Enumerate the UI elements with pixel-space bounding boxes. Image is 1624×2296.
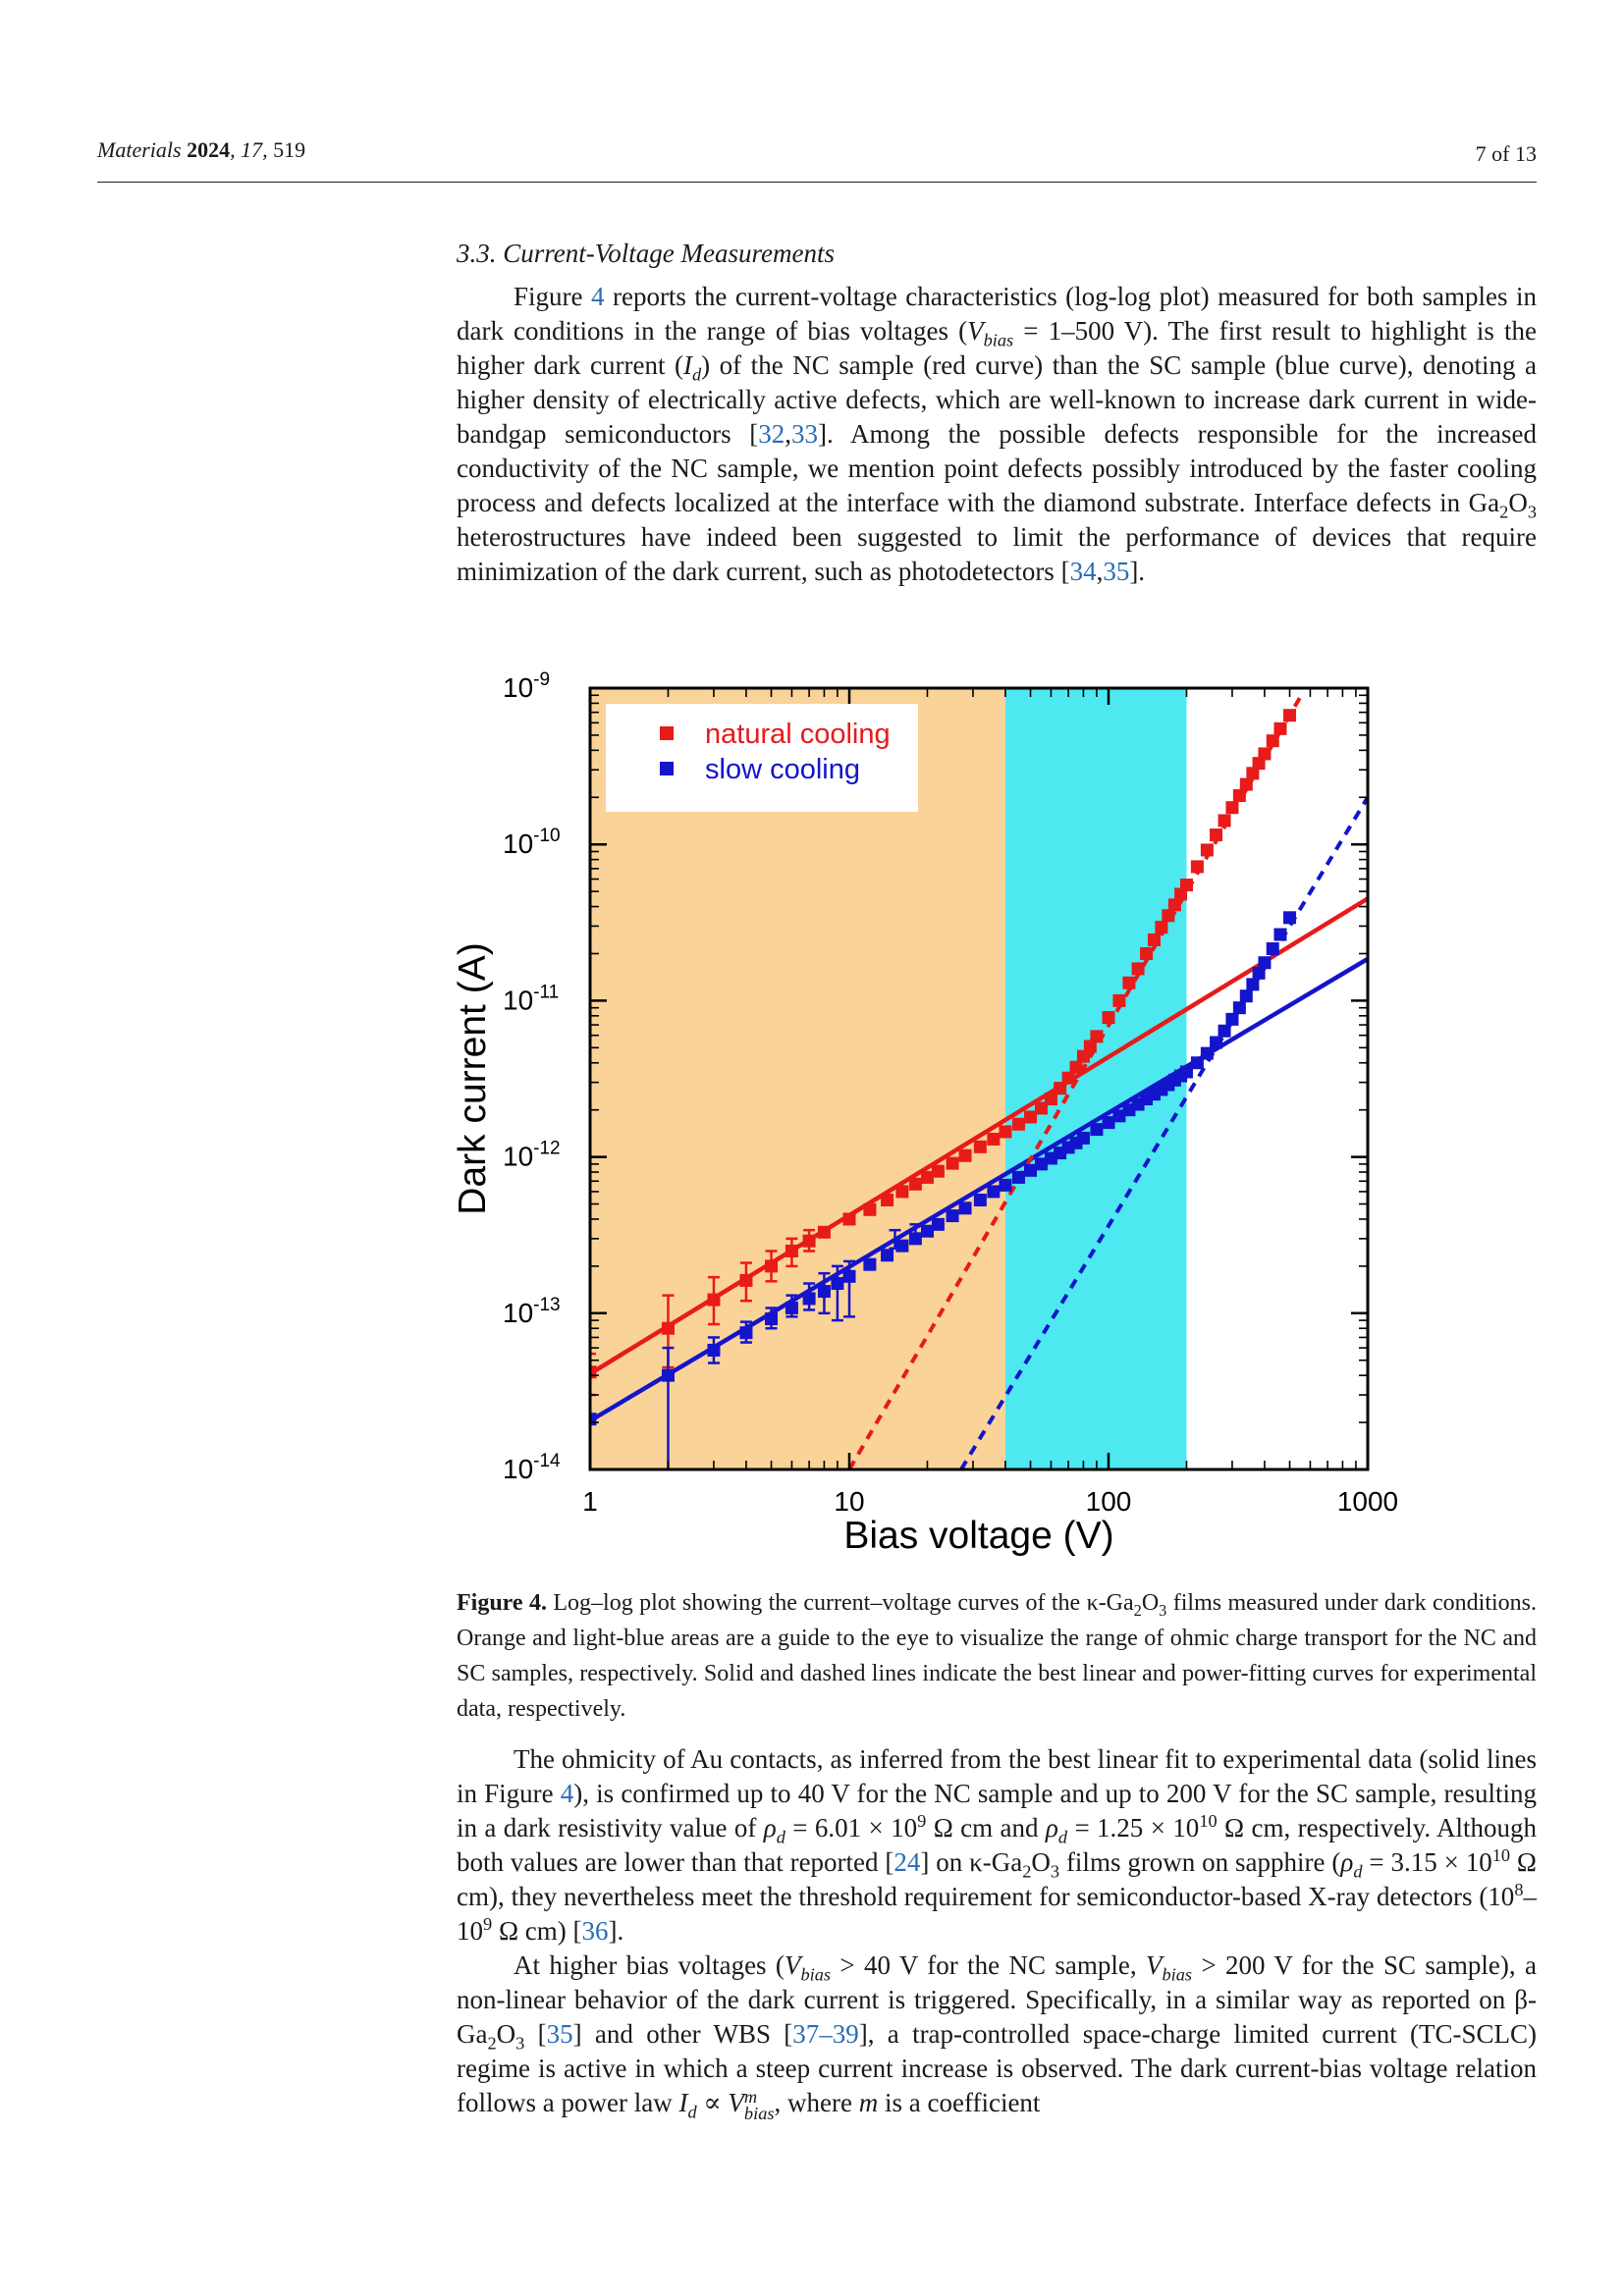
legend bbox=[606, 704, 918, 812]
natural-cooling-point bbox=[1103, 1011, 1115, 1024]
legend-label-slow-cooling: slow cooling bbox=[705, 754, 860, 785]
figure-caption: Figure 4. Log–log plot showing the current–voltage curves of the $\kappa-Ga_2O_3$ films measured under dark conditions. Orange and light-blue areas are a guide to the eye to visualize the range of ohmic charge transport for the NC and SC samples, respectively. Solid and dashed lines indicate the best linear and power-fitting curves for experimental data, respectively. bbox=[457, 1590, 1537, 1722]
natural-cooling-point bbox=[1210, 828, 1222, 841]
slow-cooling-point bbox=[843, 1270, 856, 1283]
natural-cooling-point bbox=[1148, 934, 1161, 946]
slow-cooling-point bbox=[1246, 978, 1259, 990]
y-tick-label: $10^{-11}$ bbox=[503, 982, 560, 1016]
y-tick-label: $10^{-10}$ bbox=[503, 826, 561, 860]
slow-cooling-point bbox=[1273, 929, 1286, 941]
y-tick-label: $10^{-12}$ bbox=[503, 1138, 561, 1172]
slow-cooling-point bbox=[959, 1201, 972, 1214]
citation-link[interactable]: 35 bbox=[1103, 557, 1130, 586]
x-tick-label: 100 bbox=[1085, 1486, 1132, 1517]
journal-citation: Materials 2024, 17, 519 bbox=[97, 137, 306, 162]
slow-cooling-point bbox=[909, 1232, 922, 1245]
legend-label-natural-cooling: natural cooling bbox=[705, 719, 891, 750]
x-tick-label: 10 bbox=[834, 1486, 865, 1517]
natural-cooling-point bbox=[999, 1125, 1011, 1138]
natural-cooling-point bbox=[932, 1165, 945, 1178]
natural-cooling-point bbox=[739, 1274, 752, 1287]
slow-cooling-point bbox=[662, 1369, 675, 1382]
section-title: 3.3. Current-Voltage Measurements bbox=[457, 239, 835, 268]
natural-cooling-point bbox=[707, 1294, 720, 1307]
slow-cooling-point bbox=[987, 1185, 1000, 1198]
dark-current-chart bbox=[452, 667, 1434, 1580]
paragraph-1: Figure 4 reports the current-voltage characteristics (log-log plot) measured for both samples in dark conditions in the range of bias voltages ($V_{bias} = 1-500$ V). The first result to highlight is the higher dark current $(I_d)$ of the NC sample (red curve) than the SC sample (blue curve), denoting a higher density of electrically active defects, which are well-known to increase dark current in wide-bandgap semiconductors [32,33]. Among the possible defects responsible for the increased conductivity of the NC sample, we mention point defects possibly introduced by the faster cooling process and defects localized at the interface with the diamond substrate. Interface defects in $Ga_2O_3$ heterostructures have indeed been suggested to limit the performance of devices that require minimization of the dark current, such as photodetectors [34,35]. bbox=[457, 282, 1538, 586]
slow-cooling-point bbox=[1267, 942, 1279, 955]
slow-cooling-point bbox=[895, 1240, 908, 1253]
natural-cooling-point bbox=[1267, 734, 1279, 747]
slow-cooling-point bbox=[1077, 1132, 1090, 1145]
citation-link[interactable]: 24 bbox=[893, 1847, 921, 1877]
figure-4 bbox=[452, 667, 1434, 1580]
slow-cooling-point bbox=[881, 1249, 893, 1261]
slow-cooling-point bbox=[765, 1312, 778, 1325]
slow-cooling-point bbox=[1090, 1123, 1103, 1136]
slow-cooling-point bbox=[1210, 1037, 1222, 1049]
natural-cooling-point bbox=[974, 1141, 987, 1153]
legend-marker-natural-cooling bbox=[660, 726, 674, 740]
natural-cooling-point bbox=[1112, 994, 1125, 1007]
citation-link[interactable]: 36 bbox=[581, 1916, 609, 1946]
natural-cooling-point bbox=[1225, 801, 1238, 814]
figure-ref-link[interactable]: 4 bbox=[590, 282, 605, 311]
natural-cooling-point bbox=[843, 1212, 856, 1225]
natural-cooling-point bbox=[863, 1203, 876, 1216]
y-tick-label: $10^{-14}$ bbox=[503, 1451, 561, 1484]
slow-cooling-point bbox=[999, 1179, 1011, 1192]
natural-cooling-point bbox=[1090, 1030, 1103, 1042]
slow-cooling-point bbox=[1218, 1025, 1231, 1038]
paragraph-2: The ohmicity of Au contacts, as inferred from the best linear fit to experimental data (solid lines in Figure 4), is confirmed up to 40 V for the NC sample and up to 200 V for the SC sample, resulting in a dark resistivity value of $\rho_d = 6.01 \times 10^9$ Ω cm and $\rho_d = 1.25 \times 10^{10}$ Ω cm, respectively. Although both values are lower than that reported [24] on $\kappa-Ga_2O_3$ films grown on sapphire ($\rho_d = 3.15 \times 10^{10}$ Ω cm), they nevertheless meet the threshold requirement for semiconductor-based X-ray detectors ($10^8-10^9$ Ω cm) [36]. bbox=[457, 1744, 1537, 1946]
slow-cooling-point bbox=[803, 1292, 816, 1305]
natural-cooling-point bbox=[1218, 814, 1231, 827]
natural-cooling-point bbox=[1012, 1118, 1025, 1131]
natural-cooling-point bbox=[1201, 843, 1214, 856]
slow-cooling-point bbox=[1240, 989, 1253, 1002]
citation-link[interactable]: 33 bbox=[791, 419, 819, 449]
natural-cooling-point bbox=[947, 1157, 959, 1170]
slow-cooling-point bbox=[1258, 956, 1271, 969]
natural-cooling-point bbox=[895, 1185, 908, 1198]
slow-cooling-point bbox=[1201, 1047, 1214, 1060]
natural-cooling-point bbox=[1122, 977, 1135, 989]
journal-year: 2024 bbox=[187, 137, 231, 162]
citation-link[interactable]: 32 bbox=[758, 419, 785, 449]
natural-cooling-point bbox=[1155, 921, 1167, 934]
citation-link[interactable]: 35 bbox=[546, 2019, 573, 2049]
natural-cooling-point bbox=[1233, 789, 1246, 802]
slow-cooling-point bbox=[1012, 1171, 1025, 1184]
natural-cooling-point bbox=[1273, 722, 1286, 735]
y-tick-label: $10^{-13}$ bbox=[503, 1294, 561, 1328]
page-number: 7 of 13 bbox=[1475, 141, 1537, 166]
slow-cooling-point bbox=[1225, 1013, 1238, 1026]
natural-cooling-point bbox=[1191, 860, 1204, 873]
natural-cooling-point bbox=[818, 1226, 831, 1239]
slow-cooling-point bbox=[863, 1258, 876, 1271]
journal-name: Materials bbox=[97, 137, 182, 162]
slow-cooling-point bbox=[932, 1218, 945, 1231]
legend-marker-slow-cooling bbox=[660, 762, 674, 775]
y-tick-label: $10^{-9}$ bbox=[503, 669, 551, 703]
slow-cooling-point bbox=[1283, 911, 1296, 924]
slow-cooling-point bbox=[831, 1277, 843, 1290]
article-number: 519 bbox=[273, 137, 306, 162]
natural-cooling-point bbox=[662, 1322, 675, 1335]
natural-cooling-point bbox=[1283, 709, 1296, 721]
x-tick-label: 1000 bbox=[1336, 1486, 1399, 1517]
slow-cooling-point bbox=[974, 1194, 987, 1206]
natural-cooling-point bbox=[909, 1178, 922, 1191]
natural-cooling-point bbox=[881, 1194, 893, 1206]
slow-cooling-point bbox=[739, 1326, 752, 1339]
natural-cooling-point bbox=[959, 1149, 972, 1162]
header-rule bbox=[97, 182, 1537, 183]
slow-cooling-point bbox=[947, 1209, 959, 1222]
natural-cooling-point bbox=[785, 1245, 798, 1257]
x-tick-label: 1 bbox=[582, 1486, 598, 1517]
citation-link[interactable]: 34 bbox=[1069, 557, 1097, 586]
natural-cooling-point bbox=[1070, 1061, 1083, 1074]
journal-volume: 17 bbox=[241, 137, 263, 162]
slow-cooling-point bbox=[707, 1344, 720, 1357]
natural-cooling-point bbox=[1132, 962, 1145, 975]
figure-ref-link[interactable]: 4 bbox=[560, 1779, 574, 1808]
slow-cooling-point bbox=[818, 1285, 831, 1298]
natural-cooling-point bbox=[1258, 747, 1271, 760]
natural-cooling-point bbox=[987, 1133, 1000, 1146]
natural-cooling-point bbox=[803, 1235, 816, 1248]
x-axis-label: Bias voltage (V) bbox=[843, 1515, 1114, 1557]
citation-link[interactable]: 37–39 bbox=[792, 2019, 859, 2049]
page-header bbox=[97, 132, 1537, 181]
natural-cooling-point bbox=[1240, 778, 1253, 791]
y-axis-label: Dark current (A) bbox=[452, 942, 494, 1215]
natural-cooling-point bbox=[1180, 879, 1193, 891]
natural-cooling-point bbox=[1140, 947, 1153, 960]
paragraph-3: At higher bias voltages ($V_{bias} > 40$ V for the NC sample, $V_{bias} > 200$ V for the SC sample), a non-linear behavior of the dark current is triggered. Specifically, in a similar way as reported on $\beta-Ga_2O_3$ [35] and other WBS [37–39], a trap-controlled space-charge limited current (TC-SCLC) regime is active in which a steep current increase is observed. The dark current-bias voltage relation follows a power law $I_d \propto Vm$ bias, where m is a coefficient bbox=[457, 1950, 1537, 2123]
natural-cooling-point bbox=[765, 1259, 778, 1272]
slow-cooling-point bbox=[785, 1302, 798, 1314]
ohmic-region-sc bbox=[1005, 688, 1187, 1469]
slow-cooling-point bbox=[1233, 1001, 1246, 1014]
